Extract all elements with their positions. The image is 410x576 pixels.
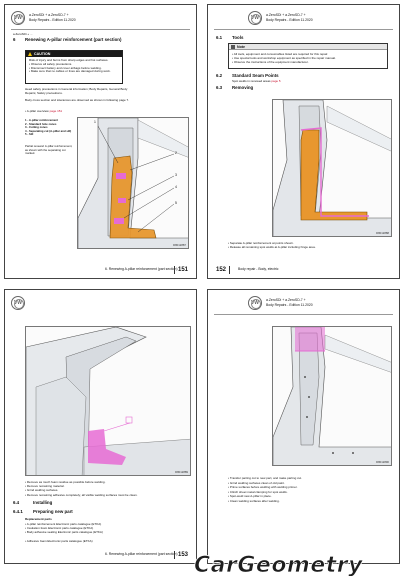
step-item: • Remove as much foam residue as possible before welding. [25, 480, 191, 484]
removing-steps [228, 241, 393, 250]
section-number: 6 [13, 37, 16, 42]
section-number: 6.2 [216, 73, 223, 78]
header-edition: Body Repairs - Edition 11.2020 [29, 18, 76, 22]
page-header [5, 296, 196, 312]
callout-3: 3 [175, 173, 177, 177]
manual-page-154 [207, 289, 400, 564]
vw-logo-icon: VW [11, 296, 25, 310]
section-title: Removing [232, 85, 254, 90]
section-title: Installing [33, 500, 53, 505]
callout-5: 5 [175, 201, 177, 205]
figure-number: D8012889 [175, 470, 188, 474]
new-part-diagram [273, 327, 392, 466]
section-number: 6.4 [13, 500, 20, 505]
install-steps [228, 476, 394, 504]
legend-item: 3 - Cutting zones [25, 125, 48, 130]
parts-item: • Adhesive foam Electronic parts catalogue (ETKA) [25, 539, 93, 543]
legend-item: 4 - Separating cut (A-pillar and sill) [25, 128, 72, 133]
figure-legend [25, 119, 75, 137]
tolerance-paragraph: Body cross section and tolerances are observed as shown in following page 7. [25, 98, 130, 102]
callout-4: 4 [175, 185, 177, 189]
seam-points-text [232, 79, 281, 84]
manual-page-151 [4, 4, 197, 279]
step-item: • Clinch sheet metal clamping for spot welds. [228, 490, 394, 495]
parts-item: • Insulation foam Electronic parts catalogue (ETKA) [25, 526, 191, 530]
figure-foam-removal [25, 326, 191, 476]
vw-logo-icon: VW [248, 11, 262, 25]
section-number: 6.1 [216, 35, 223, 40]
replacement-parts-list [25, 522, 191, 534]
header-model: a.ZeroSDi + a.ZeroSD-7 + [266, 298, 306, 302]
caution-box [25, 50, 123, 84]
overview-ref-link[interactable]: page 151 [49, 109, 63, 113]
figure-a-pillar-part-section [77, 117, 189, 249]
warning-triangle-icon [28, 52, 32, 56]
step-item: • Grind welding surfaces clean of old paint. [228, 481, 394, 486]
page-footer: 6. Renewing A-pillar reinforcement (part section) [105, 552, 178, 556]
page-number: 151 [174, 266, 188, 274]
figure-number: D8012887 [173, 243, 186, 247]
caution-line: • Observe all safety precautions. [29, 63, 121, 67]
legend-item: 1 - A-pillar reinforcement [25, 118, 58, 122]
section-title: Standard Seam Points [232, 73, 279, 78]
header-divider [214, 29, 393, 30]
note-line: • Observe the instructions of the equipment manufacturer. [232, 60, 386, 64]
subsection-number: 6.4.1 [13, 509, 23, 514]
callout-1: 1 [94, 120, 96, 124]
cargeometry-watermark [192, 552, 406, 576]
caution-label: CAUTION [34, 52, 51, 56]
figure-number: D8012888 [376, 231, 389, 235]
page-header [5, 11, 196, 27]
section-title: Renewing A-pillar reinforcement (part section) [25, 37, 122, 42]
step-item: • Remove remaining material. [25, 484, 191, 488]
caution-line: Risk of injury and burns from sharp edges and hot surfaces. [29, 58, 109, 62]
note-line: • Use special tools and workshop equipment as specified in the repair manual. [232, 56, 386, 60]
figure-new-part [272, 326, 392, 466]
vw-logo-icon: VW [248, 296, 262, 310]
step-item: • Separate A-pillar reinforcement at points shown. [228, 241, 393, 245]
cargeometry-logo-icon [192, 552, 406, 576]
parts-item: • Body adhesive sealing Electronic parts catalogue (ETKA) [25, 530, 191, 534]
seam-points-link[interactable]: page 5 [271, 79, 281, 83]
page-footer: Body repair - Body, electric [238, 267, 279, 271]
caution-line: • Disconnect battery and cover airbags before welding. [29, 67, 121, 71]
caution-header [26, 51, 122, 57]
manual-page-152 [207, 4, 400, 279]
note-box [228, 43, 388, 69]
svg-text:CarGeometry: CarGeometry [194, 553, 363, 576]
header-divider [214, 314, 393, 315]
page-footer: 6. Renewing A-pillar reinforcement (part section) [105, 267, 178, 271]
page-header [208, 11, 399, 27]
step-item: • Clean welding surfaces after welding. [228, 499, 394, 504]
subsection-title: Preparing new part [33, 509, 73, 514]
prep-steps [25, 480, 191, 497]
intro-paragraph: Heed safety precautions in General information; Body Repairs, General Body Repairs; Safety precautions. [25, 87, 128, 95]
legend-note: Partial renewal: A-pillar reinforcement, as shown with the separating cut marked. [25, 144, 73, 156]
note-text [232, 52, 386, 64]
step-item: • Release all remaining spot welds at A-pillar including hinge area. [228, 245, 393, 249]
seam-points-label: Spot welds in renewed areas [232, 79, 271, 83]
callout-2: 2 [175, 151, 177, 155]
foam-removal-diagram [26, 327, 191, 476]
a-pillar-diagram [78, 118, 189, 249]
legend-item: 2 - Standard hole zones [25, 121, 57, 126]
note-header [229, 44, 387, 50]
info-icon [231, 45, 235, 49]
figure-number: D8012890 [376, 460, 389, 464]
header-edition: Body Repairs - Edition 11.2020 [266, 303, 313, 307]
replacement-parts-label: Replacement parts [25, 517, 52, 521]
parts-item: • A-pillar reinforcement Electronic parts catalogue (ETKA) [25, 522, 191, 526]
note-label: Note [237, 45, 245, 49]
overview-ref-text: • A-pillar overview [25, 109, 49, 113]
manual-page-153 [4, 289, 197, 564]
step-item: • Remove remaining adhesive completely; all visible welding surfaces must be clean. [25, 493, 191, 497]
step-item: • Transfer parting cut to new part, and make parting cut. [228, 476, 394, 481]
page-number: 153 [174, 551, 188, 559]
vw-logo-icon: VW [11, 11, 25, 25]
step-item: • Grind welding surfaces. [25, 488, 191, 492]
note-line: • All tools, equipment and consumables listed are required for this repair. [232, 52, 386, 56]
section-title: Tools [232, 35, 244, 40]
page-number: 152 [216, 266, 230, 274]
figure-removing [272, 99, 392, 237]
header-model: a.ZeroSDi + a.ZeroSD-7 + [266, 13, 306, 17]
legend-item: 5 - Sill [25, 132, 34, 137]
overview-reference [25, 109, 62, 114]
header-model: a.ZeroSDi + a.ZeroSD-7 + [29, 13, 69, 17]
caution-line: • Make sure that no cables or lines are damaged during work. [29, 70, 121, 74]
caution-text [29, 59, 121, 74]
adhesive-foam-item [25, 539, 191, 544]
header-edition: Body Repairs - Edition 11.2020 [266, 18, 313, 22]
step-item: • Prime surfaces before welding with welding primer. [228, 485, 394, 490]
page-header [208, 296, 399, 312]
header-divider [11, 29, 190, 30]
breadcrumb: a.ZeroSDi + ... [13, 32, 33, 36]
section-number: 6.3 [216, 85, 223, 90]
removing-diagram [273, 100, 392, 237]
step-item: • Spot-weld new A-pillar in place. [228, 494, 394, 499]
